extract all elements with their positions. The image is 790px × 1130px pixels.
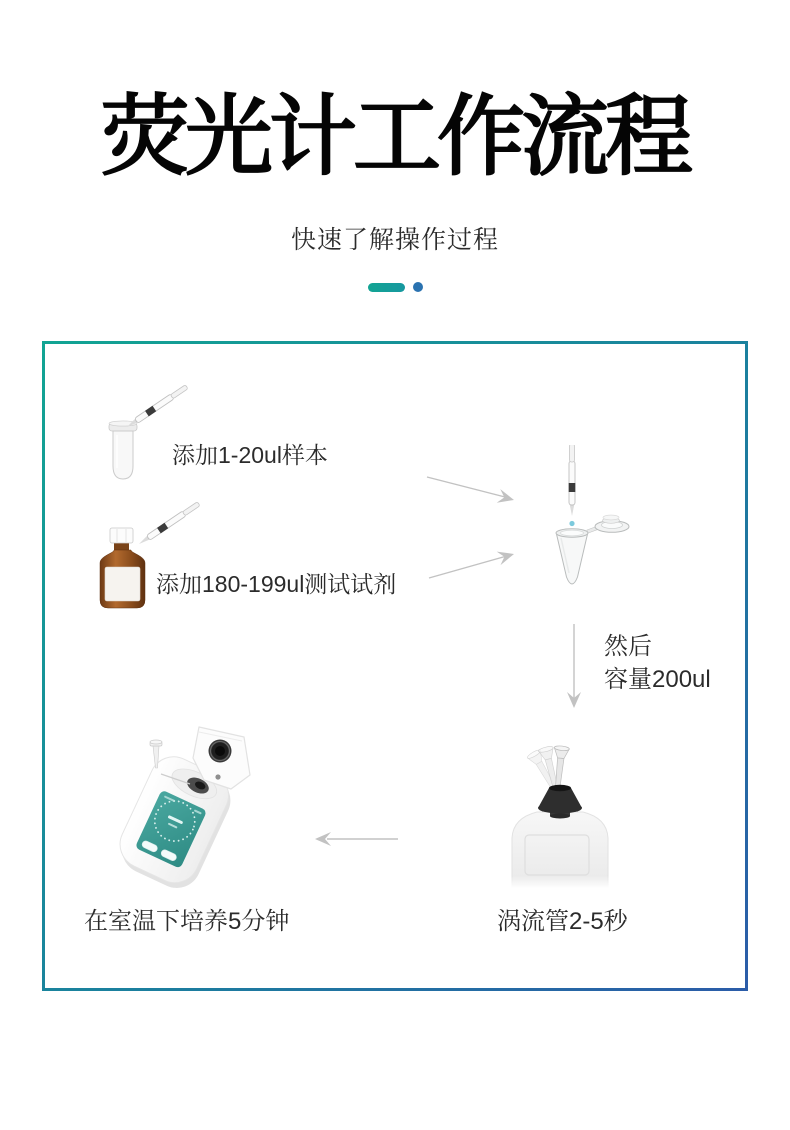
blue-dot-icon [413, 282, 423, 292]
fluorometer-device-icon [92, 712, 297, 902]
page-title: 荧光计工作流程 [100, 84, 689, 188]
step-label-vortex: 涡流管2-5秒 [497, 908, 628, 935]
step-label-add-sample: 添加1-20ul样本 [172, 442, 328, 468]
note-then-line1: 然后 [604, 633, 652, 660]
reagent-bottle-with-pipette-icon [88, 495, 218, 620]
page-subtitle: 快速了解操作过程 [290, 226, 499, 254]
title-decoration [0, 282, 790, 292]
vortex-mixer-icon [503, 738, 618, 888]
step-label-add-reagent: 添加180-199ul测试试剂 [156, 571, 397, 597]
step-label-incubate: 在室温下培养5分钟 [84, 908, 290, 935]
teal-dash-icon [368, 283, 405, 292]
note-then-line2: 容量200ul [604, 666, 711, 693]
note-then-volume [604, 630, 711, 696]
centrifuge-tube-with-pipette-icon [535, 445, 640, 595]
